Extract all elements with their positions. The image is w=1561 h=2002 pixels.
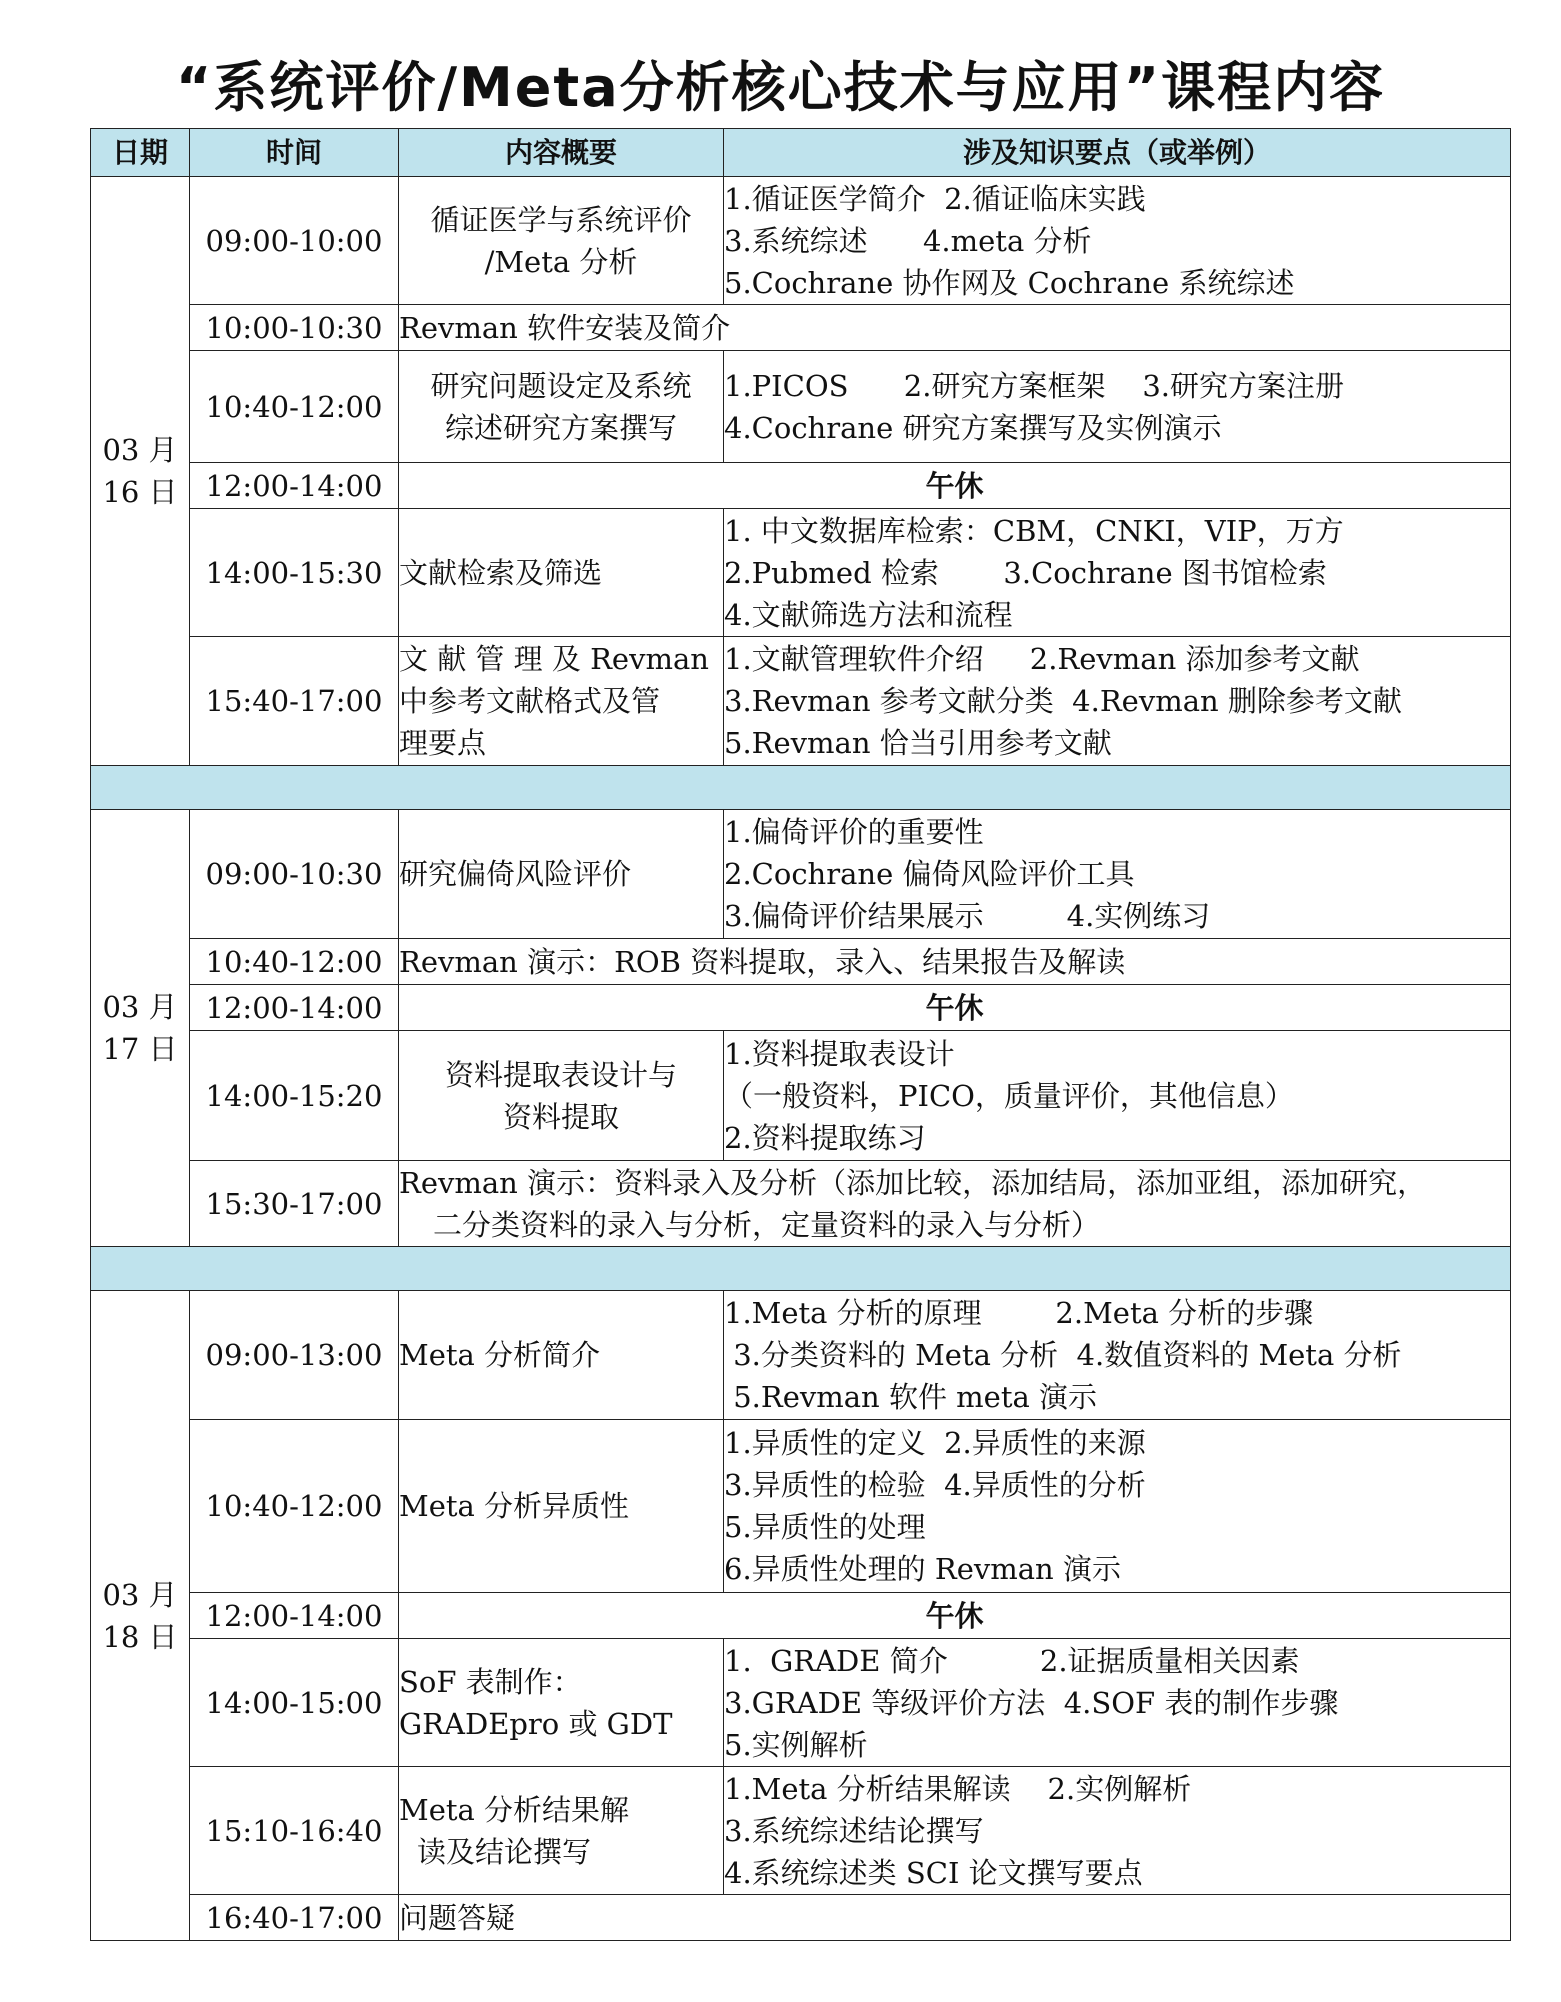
day-separator-row (91, 1247, 1511, 1291)
time-cell: 14:00-15:00 (190, 1639, 399, 1767)
point-line: 3.分类资料的 Meta 分析 4.数值资料的 Meta 分析 (724, 1338, 1402, 1372)
topic-cell (399, 177, 724, 305)
point-line: 4.文献筛选方法和流程 (724, 597, 1013, 632)
merged-content-cell: 问题答疑 (399, 1895, 1511, 1941)
topic-cell (399, 810, 724, 939)
point-line: 2.Cochrane 偏倚风险评价工具 (724, 857, 1135, 891)
content-line: 二分类资料的录入与分析，定量资料的录入与分析） (433, 1207, 1101, 1242)
table-row (91, 1593, 1511, 1639)
table-row (91, 810, 1511, 939)
merged-content-cell: Revman 软件安装及简介 (399, 305, 1511, 351)
point-line: 5.Revman 恰当引用参考文献 (724, 726, 1112, 760)
point-line: 4.Cochrane 研究方案撰写及实例演示 (724, 410, 1222, 445)
table-row (91, 637, 1511, 766)
date-month: 03 月 (102, 433, 178, 467)
points-cell (724, 810, 1511, 939)
lunch-break-cell: 午休 (399, 1593, 1511, 1639)
point-line: 3.偏倚评价结果展示 4.实例练习 (724, 899, 1211, 933)
point-line: 3.系统综述结论撰写 (724, 1813, 984, 1848)
table-row (91, 1767, 1511, 1895)
point-line: 3.Revman 参考文献分类 4.Revman 删除参考文献 (724, 684, 1402, 718)
time-cell: 15:40-17:00 (190, 637, 399, 766)
points-cell (724, 1767, 1511, 1895)
date-month: 03 月 (102, 990, 178, 1024)
points-cell (724, 177, 1511, 305)
table-row (91, 1420, 1511, 1593)
point-line: 3.异质性的检验 4.异质性的分析 (724, 1468, 1146, 1502)
time-cell: 14:00-15:20 (190, 1031, 399, 1161)
topic-line: 循证医学与系统评价 (430, 202, 692, 237)
topic-line: 文献检索及筛选 (399, 555, 603, 590)
point-line: 1.PICOS 2.研究方案框架 3.研究方案注册 (724, 368, 1344, 403)
topic-line: 文 献 管 理 及 Revman (399, 642, 709, 676)
table-row (91, 509, 1511, 637)
date-cell-day1 (91, 177, 190, 766)
day-separator-row (91, 766, 1511, 810)
table-row (91, 1291, 1511, 1420)
date-cell-day3 (91, 1291, 190, 1941)
page-title: “系统评价/Meta分析核心技术与应用”课程内容 (175, 56, 1386, 119)
merged-content-cell: Revman 演示：ROB 资料提取，录入、结果报告及解读 (399, 939, 1511, 985)
point-line: 1.文献管理软件介绍 2.Revman 添加参考文献 (724, 642, 1360, 676)
lunch-break-cell: 午休 (399, 463, 1511, 509)
time-cell: 10:40-12:00 (190, 939, 399, 985)
topic-cell (399, 351, 724, 463)
table-row (91, 1161, 1511, 1247)
day-separator (91, 766, 1511, 810)
time-cell: 09:00-10:00 (190, 177, 399, 305)
time-cell: 12:00-14:00 (190, 463, 399, 509)
time-cell: 15:30-17:00 (190, 1161, 399, 1247)
date-cell-day2 (91, 810, 190, 1247)
topic-line: GRADEpro 或 GDT (399, 1706, 673, 1741)
topic-cell (399, 637, 724, 766)
topic-line: 读及结论撰写 (417, 1834, 592, 1869)
point-line: 5.Revman 软件 meta 演示 (724, 1380, 1097, 1414)
schedule-table (90, 128, 1511, 1941)
date-day: 16 日 (102, 475, 178, 509)
merged-content-cell (399, 1161, 1511, 1247)
point-line: 1.偏倚评价的重要性 (724, 815, 984, 849)
points-cell (724, 509, 1511, 637)
point-line: 3.系统综述 4.meta 分析 (724, 223, 1092, 258)
topic-line: 资料提取表设计与 (444, 1057, 677, 1092)
day-separator (91, 1247, 1511, 1291)
table-row (91, 1639, 1511, 1767)
table-row (91, 939, 1511, 985)
topic-line: 理要点 (399, 726, 487, 760)
table-row (91, 1895, 1511, 1941)
points-cell (724, 1031, 1511, 1161)
topic-line: 综述研究方案撰写 (444, 410, 677, 445)
point-line: 1.循证医学简介 2.循证临床实践 (724, 181, 1146, 216)
points-cell (724, 1420, 1511, 1593)
time-cell: 12:00-14:00 (190, 1593, 399, 1639)
topic-line: 研究偏倚风险评价 (399, 857, 632, 891)
header-time: 时间 (190, 129, 399, 177)
table-row (91, 351, 1511, 463)
point-line: 1.Meta 分析的原理 2.Meta 分析的步骤 (724, 1296, 1314, 1330)
table-row (91, 305, 1511, 351)
table-row (91, 985, 1511, 1031)
time-cell: 10:00-10:30 (190, 305, 399, 351)
topic-line: 中参考文献格式及管 (399, 684, 661, 718)
time-cell: 10:40-12:00 (190, 1420, 399, 1593)
topic-cell (399, 1767, 724, 1895)
topic-line: 研究问题设定及系统 (430, 368, 692, 403)
point-line: 6.异质性处理的 Revman 演示 (724, 1552, 1121, 1586)
point-line: 2.资料提取练习 (724, 1120, 926, 1155)
point-line: 1. GRADE 简介 2.证据质量相关因素 (724, 1643, 1300, 1678)
content-line: Revman 演示：资料录入及分析（添加比较，添加结局，添加亚组，添加研究， (399, 1165, 1427, 1200)
time-cell: 12:00-14:00 (190, 985, 399, 1031)
time-cell: 10:40-12:00 (190, 351, 399, 463)
header-row (91, 129, 1511, 177)
points-cell (724, 637, 1511, 766)
point-line: 5.Cochrane 协作网及 Cochrane 系统综述 (724, 265, 1295, 300)
time-cell: 09:00-10:30 (190, 810, 399, 939)
time-cell: 15:10-16:40 (190, 1767, 399, 1895)
header-date: 日期 (91, 129, 190, 177)
topic-cell (399, 509, 724, 637)
points-cell (724, 351, 1511, 463)
header-topic: 内容概要 (399, 129, 724, 177)
table-row (91, 177, 1511, 305)
topic-cell (399, 1291, 724, 1420)
topic-line: Meta 分析结果解 (399, 1792, 630, 1827)
point-line: 1. 中文数据库检索：CBM，CNKI，VIP，万方 (724, 513, 1344, 548)
topic-line: Meta 分析简介 (399, 1338, 601, 1372)
point-line: 1.资料提取表设计 (724, 1036, 955, 1071)
topic-line: SoF 表制作： (399, 1664, 582, 1699)
point-line: 4.系统综述类 SCI 论文撰写要点 (724, 1855, 1143, 1890)
topic-cell (399, 1420, 724, 1593)
time-cell: 09:00-13:00 (190, 1291, 399, 1420)
time-cell: 16:40-17:00 (190, 1895, 399, 1941)
topic-cell (399, 1639, 724, 1767)
point-line: 2.Pubmed 检索 3.Cochrane 图书馆检索 (724, 555, 1327, 590)
date-month: 03 月 (102, 1577, 178, 1612)
lunch-break-cell: 午休 (399, 985, 1511, 1031)
date-day: 18 日 (102, 1619, 178, 1654)
point-line: （一般资料，PICO，质量评价，其他信息） (724, 1078, 1294, 1113)
points-cell (724, 1639, 1511, 1767)
points-cell (724, 1291, 1511, 1420)
point-line: 5.异质性的处理 (724, 1510, 926, 1544)
point-line: 3.GRADE 等级评价方法 4.SOF 表的制作步骤 (724, 1685, 1339, 1720)
header-points: 涉及知识要点（或举例） (724, 129, 1511, 177)
topic-line: Meta 分析异质性 (399, 1489, 630, 1523)
topic-cell (399, 1031, 724, 1161)
date-day: 17 日 (102, 1032, 178, 1066)
topic-line: /Meta 分析 (484, 244, 638, 279)
topic-line: 资料提取 (502, 1099, 619, 1134)
table-row (91, 1031, 1511, 1161)
point-line: 1.Meta 分析结果解读 2.实例解析 (724, 1771, 1192, 1806)
point-line: 5.实例解析 (724, 1727, 868, 1762)
point-line: 1.异质性的定义 2.异质性的来源 (724, 1426, 1146, 1460)
table-row (91, 463, 1511, 509)
time-cell: 14:00-15:30 (190, 509, 399, 637)
